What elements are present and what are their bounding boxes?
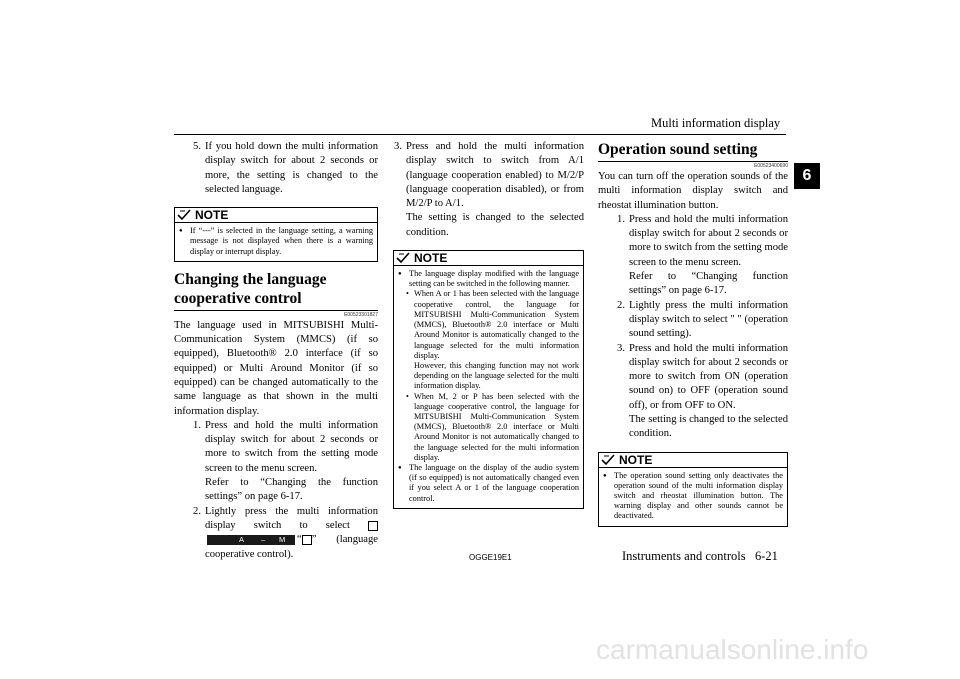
step-text: Lightly press the multi information display switch to select " " (operation sound setting). [629, 299, 788, 340]
step-body: Press and hold the multi information display switch for about 2 seconds or more to switch from the setting mode screen to the menu screen. [629, 213, 788, 268]
subitem-text: When M, 2 or P has been selected with the language cooperative control, the language for MITSUBISHI Multi-Communication System (MMCS), Bluetooth® 2.0 interface or Multi Around Monitor is not automatically changed to the language selected for the multi information display. [414, 391, 579, 462]
note-item [179, 226, 373, 257]
note-item [603, 471, 783, 522]
step-number: 1. [617, 213, 625, 225]
column-left [174, 140, 378, 562]
subitem-text [414, 289, 579, 391]
subitem-extra: However, this changing function may not work depending on the language selected for the multi information display. [414, 360, 579, 391]
step-result: The setting is changed to the selected condition. [629, 414, 788, 440]
step-body: Press and hold the multi information display switch for about 2 seconds or more to switch from ON (operation sound on) to OFF (operation sound off), or from OFF to ON. [629, 342, 788, 411]
note-icon [601, 454, 615, 466]
header-rule [174, 134, 786, 135]
dot-icon: • [406, 289, 409, 299]
step-body: Lightly press the multi information display switch to select [205, 505, 378, 531]
step-text [205, 419, 378, 505]
step-text: If you hold down the multi information display switch for about 2 seconds or more, the setting is changed to the selected language. [205, 141, 378, 195]
note-icon [396, 252, 410, 264]
note-text: The language display modified with the language setting can be switched in the following manner. [409, 269, 579, 289]
step-reference: Refer to “Changing function settings” on page 6-17. [629, 271, 788, 297]
step-body: (language cooperative control). [205, 534, 378, 560]
note-box [598, 452, 788, 527]
note-label: NOTE [195, 208, 229, 223]
step-number: 1. [193, 419, 201, 431]
note-label: NOTE [414, 251, 448, 266]
bullet-icon: ● [179, 228, 183, 235]
column-middle [393, 140, 584, 517]
step-text [406, 140, 584, 240]
step-body: Press and hold the multi information display switch to switch from A/1 (language cooperation enabled) to M/2/P (language cooperation disabled), or from M/2/P to A/1. [406, 141, 584, 210]
step-2 [598, 299, 788, 342]
bullet-icon: ● [398, 464, 402, 471]
watermark: carmanualsonline.info [596, 634, 869, 665]
step-text [629, 342, 788, 442]
step-number: 3. [394, 141, 402, 152]
step-2 [174, 505, 378, 562]
step-body: Press and hold the multi information display switch for about 2 seconds or more to switch from the setting mode screen to the menu screen. [205, 419, 378, 474]
display-icon [368, 521, 378, 531]
note-item [398, 269, 579, 289]
step-result: The setting is changed to the selected condition. [406, 212, 584, 238]
note-label: NOTE [619, 452, 653, 467]
column-right [598, 140, 788, 535]
step-text [629, 213, 788, 299]
section-heading: Changing the language cooperative control [174, 270, 327, 307]
step-5 [174, 140, 378, 197]
step-reference: Refer to “Changing the function settings” on page 6-17. [205, 477, 378, 503]
paragraph: You can turn off the operation sounds of the multi information display switch and rheostat illumination button. [598, 171, 788, 211]
bullet-icon: ● [398, 271, 402, 278]
step-number: 3. [617, 342, 625, 354]
note-text: If “---” is selected in the language setting, a warning message is not displayed when there is a warning display or interrupt display. [190, 226, 373, 256]
footer-code: OGGE19E1 [469, 553, 512, 562]
step-number: 5. [193, 141, 201, 152]
note-box [174, 207, 378, 262]
section-code: E00523400690 [754, 163, 788, 169]
bullet-icon: ● [603, 472, 607, 479]
display-icon [302, 535, 312, 545]
step-1 [598, 213, 788, 299]
header-title: Multi information display [651, 116, 781, 130]
note-text: The operation sound setting only deactivates the operation sound of the multi information display switch and rheostat illumination button. The warning display and other sounds cannot be deactivated. [614, 470, 783, 521]
menu-m-label: M [279, 534, 286, 544]
note-subitem [398, 289, 579, 391]
note-item [398, 463, 579, 504]
note-icon [177, 209, 191, 221]
step-3 [598, 342, 788, 442]
subitem-body: When A or 1 has been selected with the language cooperative control, the language for MITSUBISHI Multi-Communication System (MMCS), Bluetooth® 2.0 interface or Multi Around Monitor is automatically changed to the language selected for the multi information display. [414, 289, 579, 360]
dot-icon: • [406, 391, 409, 401]
footer-section: Instruments and controls [622, 549, 746, 563]
section-code: E00523301827 [344, 311, 378, 318]
language-menu-bar: A – M [207, 535, 295, 545]
step-number: 2. [617, 299, 625, 311]
note-text: The language on the display of the audio system (if so equipped) is not automatically changed even if you select A or 1 of the language cooperation control. [409, 462, 579, 503]
step-number: 2. [193, 505, 201, 517]
section-tab: 6 [794, 163, 820, 189]
paragraph: The language used in MITSUBISHI Multi-Communication System (MMCS) (if so equipped), Bluetooth® 2.0 interface (if so equipped) or Multi Around Monitor (if so equipped) can be changed automatically to the same language as that shown in the multi information display. [174, 319, 378, 417]
page-number: 6-21 [755, 549, 778, 563]
note-subitem [398, 392, 579, 463]
menu-a-label: A [239, 534, 245, 544]
step-3 [393, 140, 584, 240]
note-box [393, 250, 584, 509]
section-heading: Operation sound setting [598, 141, 758, 158]
step-1 [174, 419, 378, 505]
step-text: Lightly press the multi information display switch to select A – M “ ” (language cooperative control). [205, 505, 378, 560]
